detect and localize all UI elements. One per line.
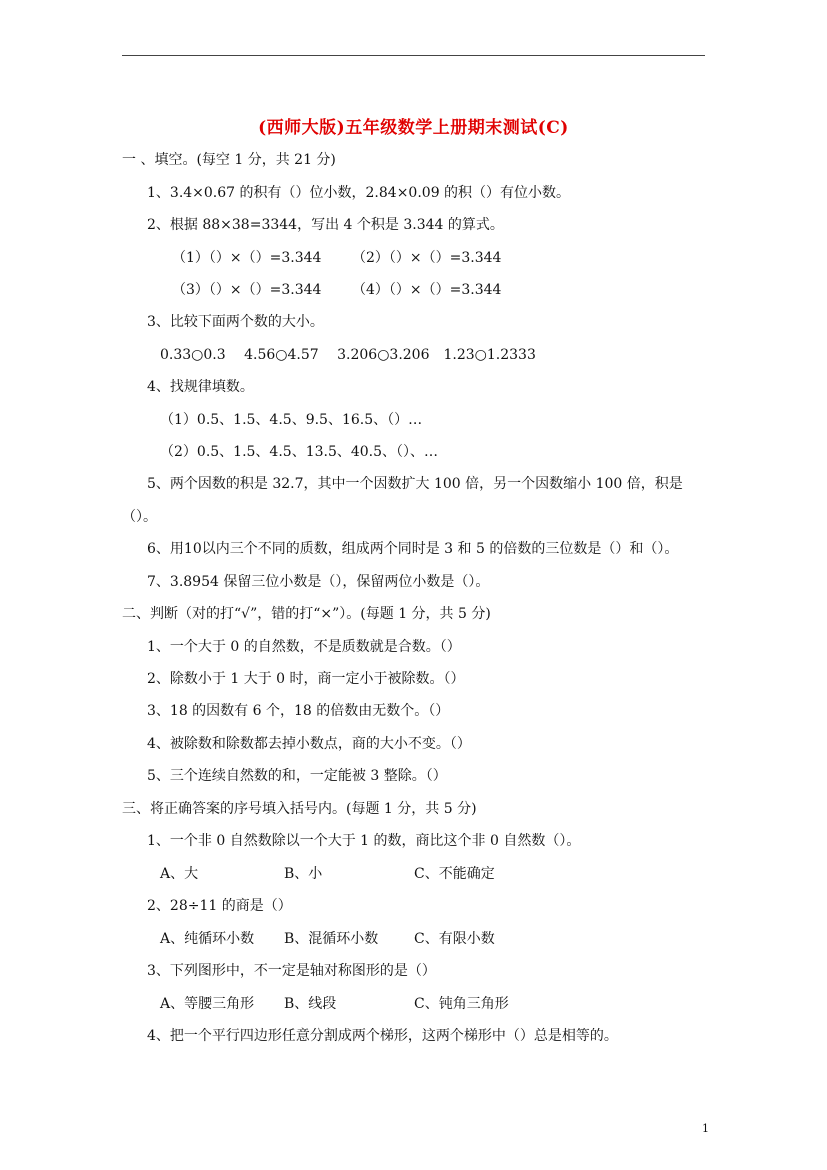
s1-q2-item-1: （1）（）×（）=3.344 bbox=[172, 250, 322, 266]
s1-question-4: 4、找规律填数。 bbox=[147, 379, 254, 395]
s3-question-3: 3、下列图形中，不一定是轴对称图形的是（） bbox=[147, 963, 436, 979]
s1-question-3: 3、比较下面两个数的大小。 bbox=[147, 314, 324, 330]
page-number: 1 bbox=[702, 1122, 709, 1135]
s1-q4-item-1: （1）0.5、1.5、4.5、9.5、16.5、（）… bbox=[160, 412, 423, 428]
s3-q3-option-a: A、等腰三角形 bbox=[160, 996, 255, 1012]
s1-q4-item-2: （2）0.5、1.5、4.5、13.5、40.5、（）、… bbox=[160, 444, 439, 460]
s1-q2-item-4: （4）（）×（）=3.344 bbox=[352, 282, 502, 298]
s3-question-4: 4、把一个平行四边形任意分割成两个梯形，这两个梯形中（）总是相等的。 bbox=[147, 1028, 618, 1044]
s3-q2-option-a: A、纯循环小数 bbox=[160, 931, 255, 947]
s1-q2-item-3: （3）（）×（）=3.344 bbox=[172, 282, 322, 298]
s3-question-2: 2、28÷11 的商是（） bbox=[147, 898, 292, 914]
header-rule bbox=[122, 55, 705, 56]
s3-q3-option-b: B、线段 bbox=[284, 996, 337, 1012]
section1-heading: 一 、填空。(每空 1 分，共 21 分) bbox=[122, 152, 336, 168]
s1-question-5-line-2: （）。 bbox=[122, 509, 157, 525]
s2-question-4: 4、被除数和除数都去掉小数点，商的大小不变。（） bbox=[147, 736, 471, 752]
s3-q2-option-c: C、有限小数 bbox=[414, 931, 495, 947]
s2-question-1: 1、一个大于 0 的自然数，不是质数就是合数。（） bbox=[147, 639, 461, 655]
s1-question-5-line-1: 5、两个因数的积是 32.7，其中一个因数扩大 100 倍，另一个因数缩小 100 倍，积是 bbox=[147, 476, 683, 492]
section3-heading: 三、将正确答案的序号填入括号内。(每题 1 分，共 5 分) bbox=[122, 801, 477, 817]
s1-question-6: 6、用10以内三个不同的质数，组成两个同时是 3 和 5 的倍数的三位数是（）和（）。 bbox=[147, 541, 679, 557]
s1-question-7: 7、3.8954 保留三位小数是（），保留两位小数是（）。 bbox=[147, 574, 490, 590]
page-title: (西师大版)五年级数学上册期末测试(C) bbox=[258, 118, 569, 138]
s3-q1-option-b: B、小 bbox=[284, 866, 323, 882]
s3-q2-option-b: B、混循环小数 bbox=[284, 931, 379, 947]
s2-question-2: 2、除数小于 1 大于 0 时，商一定小于被除数。（） bbox=[147, 671, 465, 687]
s2-question-5: 5、三个连续自然数的和，一定能被 3 整除。（） bbox=[147, 768, 447, 784]
s1-question-2: 2、根据 88×38=3344，写出 4 个积是 3.344 的算式。 bbox=[147, 217, 504, 233]
s1-question-1: 1、3.4×0.67 的积有（）位小数，2.84×0.09 的积（）有位小数。 bbox=[147, 185, 571, 201]
s3-q1-option-a: A、大 bbox=[160, 866, 199, 882]
s1-q3-items: 0.33○0.3 4.56○4.57 3.206○3.206 1.23○1.2333 bbox=[160, 347, 536, 363]
s3-q3-option-c: C、钝角三角形 bbox=[414, 996, 509, 1012]
s1-q2-item-2: （2）（）×（）=3.344 bbox=[352, 250, 502, 266]
section2-heading: 二、判断（对的打“√”，错的打“×”）。(每题 1 分，共 5 分) bbox=[122, 606, 491, 622]
s3-question-1: 1、一个非 0 自然数除以一个大于 1 的数，商比这个非 0 自然数（）。 bbox=[147, 833, 581, 849]
s2-question-3: 3、18 的因数有 6 个，18 的倍数由无数个。（） bbox=[147, 703, 450, 719]
s3-q1-option-c: C、不能确定 bbox=[414, 866, 495, 882]
